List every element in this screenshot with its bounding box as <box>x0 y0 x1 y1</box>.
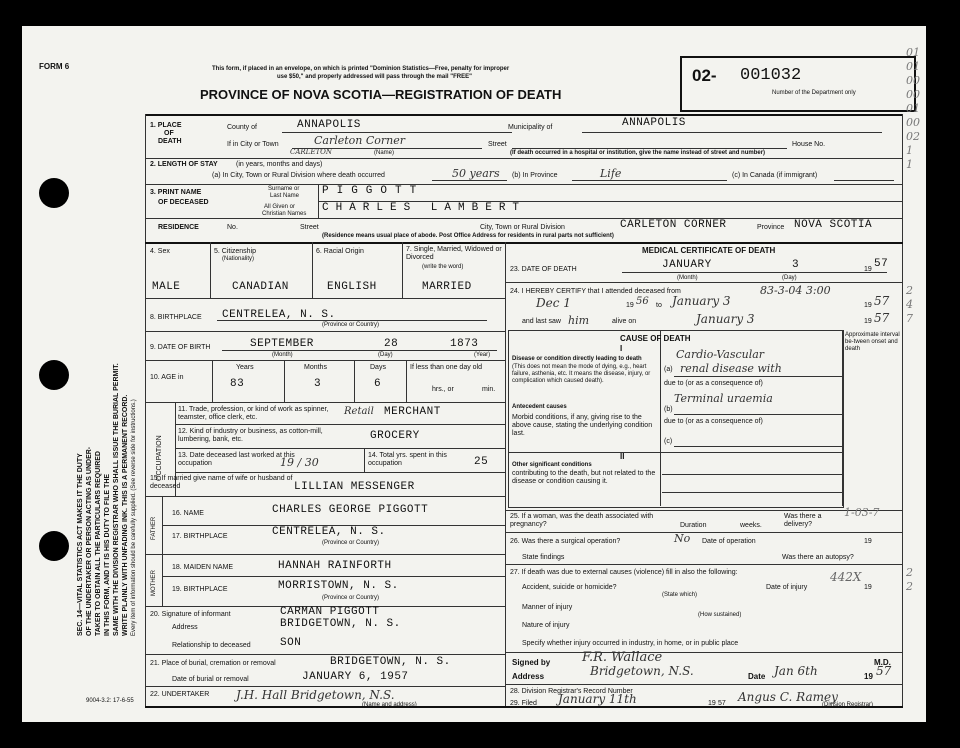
signed-label: Signed by <box>512 658 551 667</box>
father-name-label: 16. NAME <box>172 510 204 517</box>
center-divider <box>505 242 506 706</box>
row13-bottom <box>175 472 505 473</box>
marital-sub: (write the word) <box>422 264 464 270</box>
burial-date: JANUARY 6, 1957 <box>302 671 409 683</box>
hospital-note: (If death occurred in a hospital or institution, give the name instead of street and number) <box>510 150 766 156</box>
place-label-3: DEATH <box>158 138 182 145</box>
due-to-label-2: due to (or as a consequence of) <box>664 418 763 425</box>
stay-sub: (in years, months and days) <box>236 161 323 168</box>
side-line-4: IN THIS FORM, AND IT IS HIS DUTY TO FILE THE <box>104 473 111 636</box>
row8-bottom <box>145 331 505 332</box>
q12-label: 12. Kind of industry or business, as cotton-mill, lumbering, bank, etc. <box>178 428 323 443</box>
cause-b-line <box>674 414 842 415</box>
margin-code: 2 <box>906 580 913 593</box>
reg-number: 001032 <box>740 66 802 85</box>
age-days: 6 <box>374 378 382 390</box>
q14-value: 25 <box>474 456 489 468</box>
cause-c-label: (c) <box>664 438 673 445</box>
delivery-label: Was there a delivery? <box>784 513 822 528</box>
father-bottom <box>145 554 505 555</box>
row12-bottom <box>175 448 505 449</box>
md-label: M.D. <box>874 658 891 667</box>
attended-from: Dec 1 <box>536 296 571 310</box>
q11-label: 11. Trade, profession, or kind of work as spinner, teamster, office clerk, etc. <box>178 406 329 421</box>
given-label-2: Christian Names <box>262 211 307 217</box>
age-div1 <box>212 360 213 402</box>
dod-day: 3 <box>792 259 800 271</box>
q28-label: 28. Division Registrar's Record Number <box>510 688 633 695</box>
other-line-1 <box>662 474 842 475</box>
dod-day-sub: (Day) <box>782 275 797 281</box>
q26-bottom <box>505 564 902 565</box>
residence-street-label: Street <box>300 224 319 231</box>
delivery-code: 1-03-7 <box>844 506 880 519</box>
cause-b-label: (b) <box>664 406 673 413</box>
other-note: contributing to the death, but not related to the disease or condition causing it. <box>512 470 656 485</box>
surgical-value: No <box>674 532 691 545</box>
dob-month: SEPTEMBER <box>250 338 314 350</box>
occupation-side: OCCUPATION <box>156 435 163 481</box>
side-line-6: WRITE PLAINLY WITH UNFADING INK. THIS IS A PERMANENT RECORD. <box>122 394 129 636</box>
address-label: Address <box>512 672 545 681</box>
other-line-2 <box>662 492 842 493</box>
cause-a-line <box>674 376 842 377</box>
row4-div3 <box>402 242 403 298</box>
burial-date-label: Date of burial or removal <box>172 676 249 683</box>
undertaker-sub: (Name and address) <box>362 702 417 708</box>
dob-line <box>222 350 497 351</box>
row4-bottom <box>145 298 505 299</box>
cause-bottom <box>505 510 902 511</box>
alive-19: 19 <box>864 318 872 325</box>
q29-label: 29. Filed <box>510 700 537 707</box>
margin-code: 01 <box>906 46 920 59</box>
name-sub-label: (Name) <box>374 150 395 156</box>
burial-label: 21. Place of burial, cremation or removal <box>150 660 276 667</box>
dod-month-sub: (Month) <box>677 275 698 281</box>
informant-bottom <box>145 654 505 655</box>
place-label-1: 1. PLACE <box>150 122 182 129</box>
burial-place: BRIDGETOWN, N. S. <box>330 656 451 668</box>
mother-bp: MORRISTOWN, N. S. <box>278 580 399 592</box>
row9-bottom <box>145 360 505 361</box>
margin-code: 4 <box>906 298 913 311</box>
racial-label: 6. Racial Origin <box>316 248 364 255</box>
date-hand: Jan 6th <box>774 664 818 678</box>
specify-label: Specify whether injury occurred in industry, in home, or in public place <box>522 640 739 647</box>
father-bp: CENTRELEA, N. S. <box>272 526 386 538</box>
mother-name: HANNAH RAINFORTH <box>278 560 392 572</box>
op-19: 19 <box>864 538 872 545</box>
top-border <box>145 114 903 116</box>
margin-code: 2 <box>906 566 913 579</box>
state-which: (State which) <box>662 592 698 598</box>
side-line-5: SAME WITH THE DIVISION REGISTRAR WHO SHALL ISSUE THE BURIAL PERMIT. <box>113 363 120 636</box>
stay-b-value: Life <box>600 167 622 180</box>
cause-a-hand-1: Cardio-Vascular <box>676 348 765 361</box>
q15-value: LILLIAN MESSENGER <box>294 481 415 493</box>
reg-note: Number of the Department only <box>772 90 856 96</box>
side-line-2: OF THE UNDERTAKER OR PERSON ACTING AS UNDER- <box>86 446 93 636</box>
from-19: 19 <box>626 302 634 309</box>
stay-a-value: 50 years <box>452 167 500 180</box>
mother-bp-label: 19. BIRTHPLACE <box>172 586 228 593</box>
punch-hole-middle <box>39 360 69 390</box>
residence-province: NOVA SCOTIA <box>794 219 873 231</box>
cause-split <box>508 452 842 453</box>
dod-line <box>622 272 887 273</box>
name-mid-line <box>318 201 902 202</box>
surname-label-1: Surname or <box>268 186 300 192</box>
dod-19: 19 <box>864 266 872 273</box>
citizenship-label: 5. Citizenship <box>214 248 257 255</box>
date-op-label: Date of operation <box>702 538 756 545</box>
mother-mid <box>162 576 505 577</box>
margin-code: 00 <box>906 116 920 129</box>
signed-bottom <box>505 684 902 685</box>
q27-label: 27. If death was due to external causes (violence) fill in also the following: <box>510 569 738 576</box>
to-year: 57 <box>874 294 890 308</box>
to-19: 19 <box>864 302 872 309</box>
stay-a-label: (a) In City, Town or Rural Division where death occurred <box>212 172 385 179</box>
him-hand: him <box>568 314 590 327</box>
dod-year: 57 <box>874 258 889 270</box>
margin-codes <box>906 46 920 594</box>
registration-number-box <box>680 56 916 112</box>
cause-a-hand-2: renal disease with <box>680 362 782 375</box>
city-label: If in City or Town <box>227 141 279 148</box>
racial-value: ENGLISH <box>327 281 377 293</box>
dod-label: 23. DATE OF DEATH <box>510 266 577 273</box>
alive-date: January 3 <box>696 312 755 326</box>
street-line <box>512 148 787 149</box>
row15-bottom <box>145 496 505 497</box>
findings-label: State findings <box>522 554 565 561</box>
date-19: 19 <box>864 672 873 681</box>
q26-label: 26. Was there a surgical operation? <box>510 538 621 545</box>
street-label: Street <box>488 141 507 148</box>
cause-title: CAUSE OF DEATH <box>620 334 691 343</box>
roman-1: I <box>620 344 623 353</box>
punch-hole-bottom <box>39 531 69 561</box>
q25-bottom <box>505 532 902 533</box>
row13-div <box>364 448 365 472</box>
mother-name-label: 18. MAIDEN NAME <box>172 564 234 571</box>
roman-2: II <box>620 452 625 461</box>
dob-year: 1873 <box>450 338 479 350</box>
municipality-line <box>582 132 882 133</box>
margin-code: 2 <box>906 284 913 297</box>
reg-prefix: 02- <box>692 66 717 85</box>
medical-header: MEDICAL CERTIFICATE OF DEATH <box>642 246 776 255</box>
birthplace-label: 8. BIRTHPLACE <box>150 314 202 321</box>
filed-date: January 11th <box>558 692 637 706</box>
age-div3 <box>354 360 355 402</box>
margin-code: 01 <box>906 60 920 73</box>
dob-label: 9. DATE OF BIRTH <box>150 344 211 351</box>
surname-label-2: Last Name <box>270 193 300 199</box>
dob-month-sub: (Month) <box>272 352 293 358</box>
registrar-sig-label: (Division Registrar) <box>822 702 874 708</box>
address-hand: Bridgetown, N.S. <box>590 664 694 678</box>
cause-inner-div <box>660 330 661 506</box>
date-injury-label: Date of injury <box>766 584 808 591</box>
side-instructions <box>76 156 139 636</box>
county-line <box>282 132 512 133</box>
stay-c-line <box>834 180 894 181</box>
relationship-label: Relationship to deceased <box>172 642 251 649</box>
margin-code: 00 <box>906 74 920 87</box>
dod-bottom <box>505 282 902 283</box>
years-label: Years <box>236 364 254 371</box>
father-side: FATHER <box>151 516 157 540</box>
sex-label: 4. Sex <box>150 248 170 255</box>
informant-address: BRIDGETOWN, N. S. <box>280 618 401 630</box>
age-label: 10. AGE in <box>150 374 184 381</box>
father-bp-sub: (Province or Country) <box>322 540 380 546</box>
injury-code: 442X <box>830 570 862 584</box>
dob-day: 28 <box>384 338 399 350</box>
q13-value: 19 / 30 <box>280 456 319 469</box>
left-border <box>145 114 146 706</box>
cause-a-label: (a) <box>664 366 673 373</box>
margin-code: 00 <box>906 88 920 101</box>
father-name: CHARLES GEORGE PIGGOTT <box>272 504 429 516</box>
mother-bp-sub: (Province or Country) <box>322 595 380 601</box>
q24-label: 24. I HEREBY CERTIFY that I attended deceased from <box>510 288 681 295</box>
name-label-2: OF DECEASED <box>158 199 209 206</box>
nature-label: Nature of injury <box>522 622 570 629</box>
father-bp-label: 17. BIRTHPLACE <box>172 533 228 540</box>
surname-value: PIGGOTT <box>322 185 425 197</box>
death-registration-form <box>22 26 926 722</box>
informant-address-label: Address <box>172 624 198 631</box>
margin-code: 7 <box>906 312 913 325</box>
min-label: min. <box>482 386 496 393</box>
q27-bottom <box>505 652 902 653</box>
residence-division: CARLETON CORNER <box>620 219 727 231</box>
print-code: 9004-3.2: 17-6-55 <box>86 698 134 704</box>
margin-code: 1 <box>906 158 913 171</box>
stay-a-line <box>432 180 507 181</box>
given-label-1: All Given or <box>264 204 296 210</box>
filed-year: 57 <box>718 700 726 707</box>
birthplace-value: CENTRELEA, N. S. <box>222 309 336 321</box>
citizenship-value: CANADIAN <box>232 281 289 293</box>
stay-b-line <box>572 180 727 181</box>
punch-hole-top <box>39 178 69 208</box>
section-divider-1 <box>145 158 903 159</box>
from-year: 56 <box>636 296 649 307</box>
municipality-value: ANNAPOLIS <box>622 117 686 129</box>
postal-notice-2: use $50," and properly addressed will pass through the mail "FREE" <box>277 74 472 80</box>
margin-code: 1 <box>906 144 913 157</box>
section-divider-3 <box>145 218 903 219</box>
manner-label: Manner of injury <box>522 604 573 611</box>
q11-value: MERCHANT <box>384 406 441 418</box>
injury-19: 19 <box>864 584 872 591</box>
side-line-3: TAKER TO OBTAIN ALL THE PARTICULARS REQUIRED <box>95 451 102 636</box>
other-label: Other significant conditions <box>512 462 592 468</box>
cause-c-line <box>674 446 842 447</box>
row4-div1 <box>210 242 211 298</box>
row11-bottom <box>175 424 505 425</box>
marital-value: MARRIED <box>422 281 472 293</box>
to-label: to <box>656 302 662 309</box>
postal-notice-1: This form, if placed in an envelope, on which is printed "Dominion Statistics—Free, penalty for improper <box>212 66 510 72</box>
cause-b-hand: Terminal uraemia <box>674 392 773 405</box>
county-value: ANNAPOLIS <box>297 119 361 131</box>
residence-province-label: Province <box>757 224 785 231</box>
citizenship-sub: (Nationality) <box>222 256 255 262</box>
dob-year-sub: (Year) <box>474 352 491 358</box>
filed-19: 19 <box>708 700 716 707</box>
attended-to: January 3 <box>672 294 731 308</box>
alive-label: alive on <box>612 318 637 325</box>
residence-label: RESIDENCE <box>158 224 199 231</box>
birthplace-line <box>217 320 487 321</box>
mother-side-div <box>162 554 163 606</box>
margin-code: 02 <box>906 130 920 143</box>
last-saw-label: and last saw <box>522 318 561 325</box>
informant-name: CARMAN PIGGOTT <box>280 606 380 618</box>
q11-hand: Retail <box>344 406 374 417</box>
antecedent-label: Antecedent causes <box>512 404 567 410</box>
q13-label: 13. Date deceased last worked at this occupation <box>178 452 295 467</box>
municipality-label: Municipality of <box>508 124 553 131</box>
days-label: Days <box>370 364 386 371</box>
mother-side: MOTHER <box>151 570 157 596</box>
duration-label: Duration <box>680 522 707 529</box>
disease-note: (This does not mean the mode of dying, e.g., heart failure, asthenia, etc. It means the disease, injury, or complication which caused death). <box>512 364 651 384</box>
residence-city-label: City, Town or Rural Division <box>480 224 565 231</box>
sex-value: MALE <box>152 281 181 293</box>
city-line <box>292 148 482 149</box>
q15-label: 15. If married give name of wife or husband of deceased <box>150 475 293 490</box>
q14-label: 14. Total yrs. spent in this occupation <box>368 452 447 467</box>
birthplace-sub: (Province or Country) <box>322 322 380 328</box>
accident-label: Accident, suicide or homicide? <box>522 584 617 591</box>
dob-day-sub: (Day) <box>378 352 393 358</box>
q12-value: GROCERY <box>370 430 420 442</box>
county-label: County of <box>227 124 257 131</box>
marital-label: 7. Single, Married, Widowed or Divorced <box>406 246 502 261</box>
date-label: Date <box>748 672 766 681</box>
age-div4 <box>406 360 407 402</box>
antecedent-note: Morbid conditions, if any, giving rise to the above cause, stating the underlying condition last. <box>512 414 653 437</box>
city-sub: CARLETON <box>290 148 332 156</box>
section-divider-4 <box>145 242 903 244</box>
interval-label: Approximate interval be-tween onset and death <box>845 332 900 352</box>
age-div2 <box>284 360 285 402</box>
stay-c-label: (c) In Canada (if immigrant) <box>732 172 818 179</box>
row4-div2 <box>312 242 313 298</box>
place-label-2: OF <box>164 130 174 137</box>
date-year: 57 <box>876 664 892 678</box>
dod-month: JANUARY <box>662 259 712 271</box>
given-value: CHARLES LAMBERT <box>322 202 527 214</box>
handwritten-code: 83-3-04 3:00 <box>760 284 831 297</box>
registrar-signature: Angus C. Ramey <box>738 690 838 704</box>
hrs-label: hrs., or <box>432 386 454 393</box>
margin-code: 01 <box>906 102 920 115</box>
due-to-label-1: due to (or as a consequence of) <box>664 380 763 387</box>
age-years: 83 <box>230 378 245 390</box>
autopsy-label: Was there an autopsy? <box>782 554 854 561</box>
house-label: House No. <box>792 141 826 148</box>
city-value: Carleton Corner <box>314 134 406 147</box>
informant-label: 20. Signature of informant <box>150 611 231 618</box>
side-line-7: Every item of information should be carefully supplied. (See reverse side for instructions.) <box>131 399 137 636</box>
months-label: Months <box>304 364 327 371</box>
residence-note: (Residence means usual place of abode. Post Office Address for residents in rural parts not sufficient) <box>322 233 614 239</box>
alive-year: 57 <box>874 311 890 325</box>
weeks-label: weeks. <box>740 522 762 529</box>
interval-div <box>842 330 843 506</box>
burial-bottom <box>145 686 505 687</box>
residence-no-label: No. <box>227 224 238 231</box>
disease-label: Disease or condition directly leading to death <box>512 356 642 362</box>
undertaker-value: J.H. Hall Bridgetown, N.S. <box>236 688 395 702</box>
form-title: PROVINCE OF NOVA SCOTIA—REGISTRATION OF DEATH <box>200 87 562 102</box>
undertaker-label: 22. UNDERTAKER <box>150 691 210 698</box>
form-label: FORM 6 <box>39 62 70 71</box>
name-label-1: 3. PRINT NAME <box>150 189 202 196</box>
stay-label: 2. LENGTH OF STAY <box>150 161 218 168</box>
relationship-value: SON <box>280 637 302 649</box>
lt-day-label: If less than one day old <box>410 364 482 371</box>
how-label: (How sustained) <box>698 612 742 618</box>
row10-bottom <box>145 402 505 403</box>
stay-b-label: (b) In Province <box>512 172 558 179</box>
q25-label: 25. If a woman, was the death associated with pregnancy? <box>510 513 654 528</box>
age-months: 3 <box>314 378 322 390</box>
signed-hand: F.R. Wallace <box>582 650 663 665</box>
side-line-1: SEC. 14—VITAL STATISTICS ACT MAKES IT THE DUTY <box>77 453 84 636</box>
